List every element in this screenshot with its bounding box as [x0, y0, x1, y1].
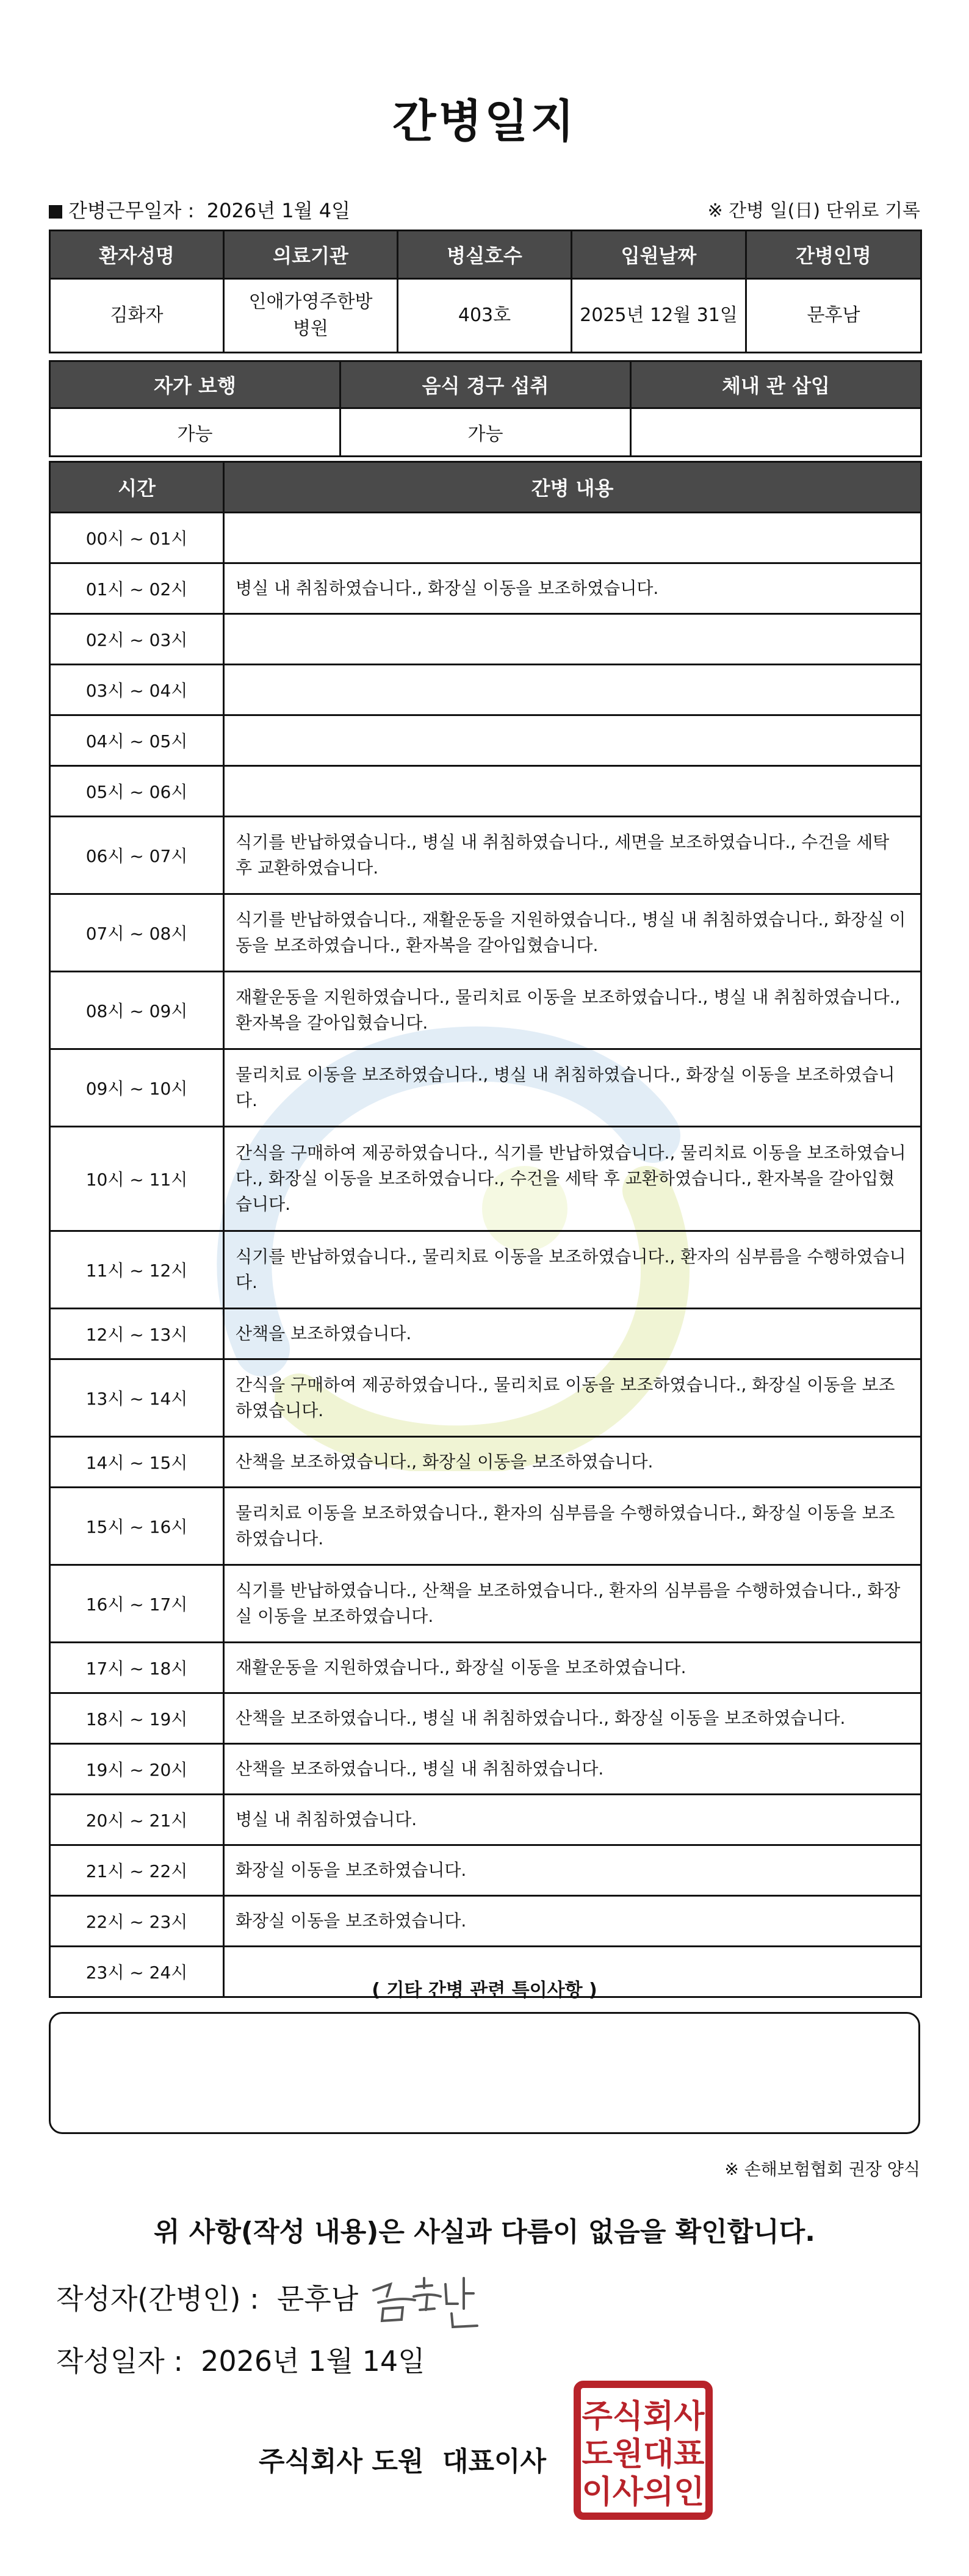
- oral-intake-value: 가능: [340, 408, 631, 457]
- header-care-content: 간병 내용: [224, 462, 921, 513]
- patient-info-header-row: [50, 231, 921, 279]
- log-row: [50, 563, 921, 614]
- company-seal-stamp: [574, 2381, 713, 2520]
- log-row: [50, 1437, 921, 1488]
- log-time-cell: 01시 ~ 02시: [50, 563, 224, 614]
- caregiver-name: 문후남: [746, 279, 921, 353]
- admission-date: 2025년 12월 31일: [572, 279, 746, 353]
- document-title: 간병일지: [392, 95, 577, 148]
- header-hospital: 의료기관: [224, 231, 398, 279]
- log-content-cell: 간식을 구매하여 제공하였습니다., 식기를 반납하였습니다., 물리치료 이동을 보조하였습니다., 화장실 이동을 보조하였습니다., 수건을 세탁 후 교환하였습니다., 환자복을 갈아입혔습니다.: [224, 1127, 921, 1231]
- header-caregiver-name: 간병인명: [746, 231, 921, 279]
- log-row: [50, 1359, 921, 1437]
- header-self-walking: 자가 보행: [50, 361, 340, 408]
- header-tube-insertion: 체내 관 삽입: [631, 361, 921, 408]
- log-time-cell: 20시 ~ 21시: [50, 1795, 224, 1845]
- log-row: [50, 1309, 921, 1359]
- log-time-cell: 00시 ~ 01시: [50, 513, 224, 563]
- log-content-cell: [224, 614, 921, 665]
- company-name: 주식회사 도원: [259, 2446, 424, 2477]
- log-row: [50, 1896, 921, 1947]
- log-header-row: [50, 462, 921, 513]
- log-time-cell: 05시 ~ 06시: [50, 766, 224, 817]
- log-row: [50, 715, 921, 766]
- square-bullet-icon: [49, 205, 62, 219]
- log-time-cell: 04시 ~ 05시: [50, 715, 224, 766]
- confirmation-statement: 위 사항(작성 내용)은 사실과 다름이 없음을 확인합니다.: [154, 2216, 815, 2248]
- room-number: 403호: [398, 279, 572, 353]
- log-row: [50, 1845, 921, 1896]
- log-time-cell: 11시 ~ 12시: [50, 1231, 224, 1309]
- work-date: [49, 195, 350, 223]
- log-content-cell: 산책을 보조하였습니다., 병실 내 취침하였습니다., 화장실 이동을 보조하였습니다.: [224, 1693, 921, 1744]
- ability-value-row: [50, 408, 921, 457]
- log-content-cell: 화장실 이동을 보조하였습니다.: [224, 1845, 921, 1896]
- log-content-cell: [224, 766, 921, 817]
- log-row: [50, 817, 921, 894]
- written-date-line: [56, 2339, 425, 2379]
- work-date-label: 간병근무일자 :: [68, 199, 195, 222]
- patient-ability-table: [49, 360, 922, 457]
- representative-title: 대표이사: [442, 2446, 546, 2477]
- log-time-cell: 06시 ~ 07시: [50, 817, 224, 894]
- log-content-cell: 물리치료 이동을 보조하였습니다., 환자의 심부름을 수행하였습니다., 화장실 이동을 보조하였습니다.: [224, 1488, 921, 1565]
- log-content-cell: 재활운동을 지원하였습니다., 물리치료 이동을 보조하였습니다., 병실 내 취침하였습니다., 환자복을 갈아입혔습니다.: [224, 972, 921, 1049]
- log-content-cell: 산책을 보조하였습니다., 병실 내 취침하였습니다.: [224, 1744, 921, 1795]
- log-content-cell: 간식을 구매하여 제공하였습니다., 물리치료 이동을 보조하였습니다., 화장실 이동을 보조하였습니다.: [224, 1359, 921, 1437]
- log-row: [50, 665, 921, 715]
- log-content-cell: [224, 715, 921, 766]
- log-content-cell: 식기를 반납하였습니다., 병실 내 취침하였습니다., 세면을 보조하였습니다., 수건을 세탁 후 교환하였습니다.: [224, 817, 921, 894]
- writer-line: [56, 2277, 358, 2317]
- log-time-cell: 07시 ~ 08시: [50, 894, 224, 972]
- log-time-cell: 23시 ~ 24시: [50, 1947, 224, 1997]
- special-notes-heading: ( 기타 간병 관련 특이사항 ): [372, 1980, 597, 2001]
- log-row: [50, 1795, 921, 1845]
- writer-signature: [366, 2266, 488, 2333]
- log-time-cell: 15시 ~ 16시: [50, 1488, 224, 1565]
- log-content-cell: 산책을 보조하였습니다., 화장실 이동을 보조하였습니다.: [224, 1437, 921, 1488]
- log-time-cell: 13시 ~ 14시: [50, 1359, 224, 1437]
- log-row: [50, 1127, 921, 1231]
- log-row: [50, 1643, 921, 1693]
- written-date-label: 작성일자 :: [56, 2345, 183, 2378]
- log-row: [50, 614, 921, 665]
- log-content-cell: 산책을 보조하였습니다.: [224, 1309, 921, 1359]
- log-time-cell: 09시 ~ 10시: [50, 1049, 224, 1127]
- log-row: [50, 1488, 921, 1565]
- log-row: [50, 1744, 921, 1795]
- log-content-cell: 병실 내 취침하였습니다.: [224, 1795, 921, 1845]
- hourly-care-log-table: [49, 461, 922, 1998]
- log-content-cell: 식기를 반납하였습니다., 재활운동을 지원하였습니다., 병실 내 취침하였습니다., 화장실 이동을 보조하였습니다., 환자복을 갈아입혔습니다.: [224, 894, 921, 972]
- log-content-cell: 식기를 반납하였습니다., 물리치료 이동을 보조하였습니다., 환자의 심부름을 수행하였습니다.: [224, 1231, 921, 1309]
- log-row: [50, 1693, 921, 1744]
- log-time-cell: 02시 ~ 03시: [50, 614, 224, 665]
- log-time-cell: 17시 ~ 18시: [50, 1643, 224, 1693]
- work-date-value: 2026년 1월 4일: [206, 199, 351, 222]
- log-content-cell: [224, 513, 921, 563]
- log-row: [50, 1231, 921, 1309]
- log-time-cell: 14시 ~ 15시: [50, 1437, 224, 1488]
- form-source-note: ※ 손해보험협회 권장 양식: [724, 2159, 920, 2179]
- log-time-cell: 18시 ~ 19시: [50, 1693, 224, 1744]
- ability-header-row: [50, 361, 921, 408]
- header-patient-name: 환자성명: [50, 231, 224, 279]
- patient-info-value-row: [50, 279, 921, 353]
- log-content-cell: 병실 내 취침하였습니다., 화장실 이동을 보조하였습니다.: [224, 563, 921, 614]
- record-unit-note: ※ 간병 일(日) 단위로 기록: [707, 200, 920, 222]
- header-oral-intake: 음식 경구 섭취: [340, 361, 631, 408]
- log-row: [50, 766, 921, 817]
- log-time-cell: 16시 ~ 17시: [50, 1565, 224, 1643]
- log-row: [50, 1049, 921, 1127]
- special-notes-text: [51, 2014, 918, 2038]
- header-admission-date: 입원날짜: [572, 231, 746, 279]
- patient-info-table: [49, 230, 922, 353]
- log-content-cell: 화장실 이동을 보조하였습니다.: [224, 1896, 921, 1947]
- seal-line-1: 주식회사: [582, 2398, 705, 2435]
- log-time-cell: 10시 ~ 11시: [50, 1127, 224, 1231]
- self-walking-value: 가능: [50, 408, 340, 457]
- written-date-value: 2026년 1월 14일: [201, 2345, 425, 2378]
- log-time-cell: 08시 ~ 09시: [50, 972, 224, 1049]
- log-time-cell: 21시 ~ 22시: [50, 1845, 224, 1896]
- log-row: [50, 1565, 921, 1643]
- tube-insertion-value: [631, 408, 921, 457]
- log-time-cell: 19시 ~ 20시: [50, 1744, 224, 1795]
- log-content-cell: 식기를 반납하였습니다., 산책을 보조하였습니다., 환자의 심부름을 수행하였습니다., 화장실 이동을 보조하였습니다.: [224, 1565, 921, 1643]
- seal-line-2: 도원대표: [582, 2436, 705, 2473]
- log-content-cell: 재활운동을 지원하였습니다., 화장실 이동을 보조하였습니다.: [224, 1643, 921, 1693]
- patient-name: 김화자: [50, 279, 224, 353]
- seal-line-3: 이사의인: [582, 2474, 705, 2511]
- special-notes-box: [49, 2012, 920, 2134]
- log-row: [50, 894, 921, 972]
- log-row: [50, 513, 921, 563]
- log-time-cell: 22시 ~ 23시: [50, 1896, 224, 1947]
- hospital-name: 인애가영주한방병원: [224, 279, 398, 353]
- writer-name: 문후남: [276, 2282, 359, 2315]
- log-time-cell: 12시 ~ 13시: [50, 1309, 224, 1359]
- log-time-cell: 03시 ~ 04시: [50, 665, 224, 715]
- header-time: 시간: [50, 462, 224, 513]
- log-row: [50, 972, 921, 1049]
- company-signature-line: [259, 2439, 546, 2478]
- header-room-number: 병실호수: [398, 231, 572, 279]
- log-content-cell: [224, 665, 921, 715]
- writer-label: 작성자(간병인) :: [56, 2282, 259, 2315]
- log-content-cell: 물리치료 이동을 보조하였습니다., 병실 내 취침하였습니다., 화장실 이동을 보조하였습니다.: [224, 1049, 921, 1127]
